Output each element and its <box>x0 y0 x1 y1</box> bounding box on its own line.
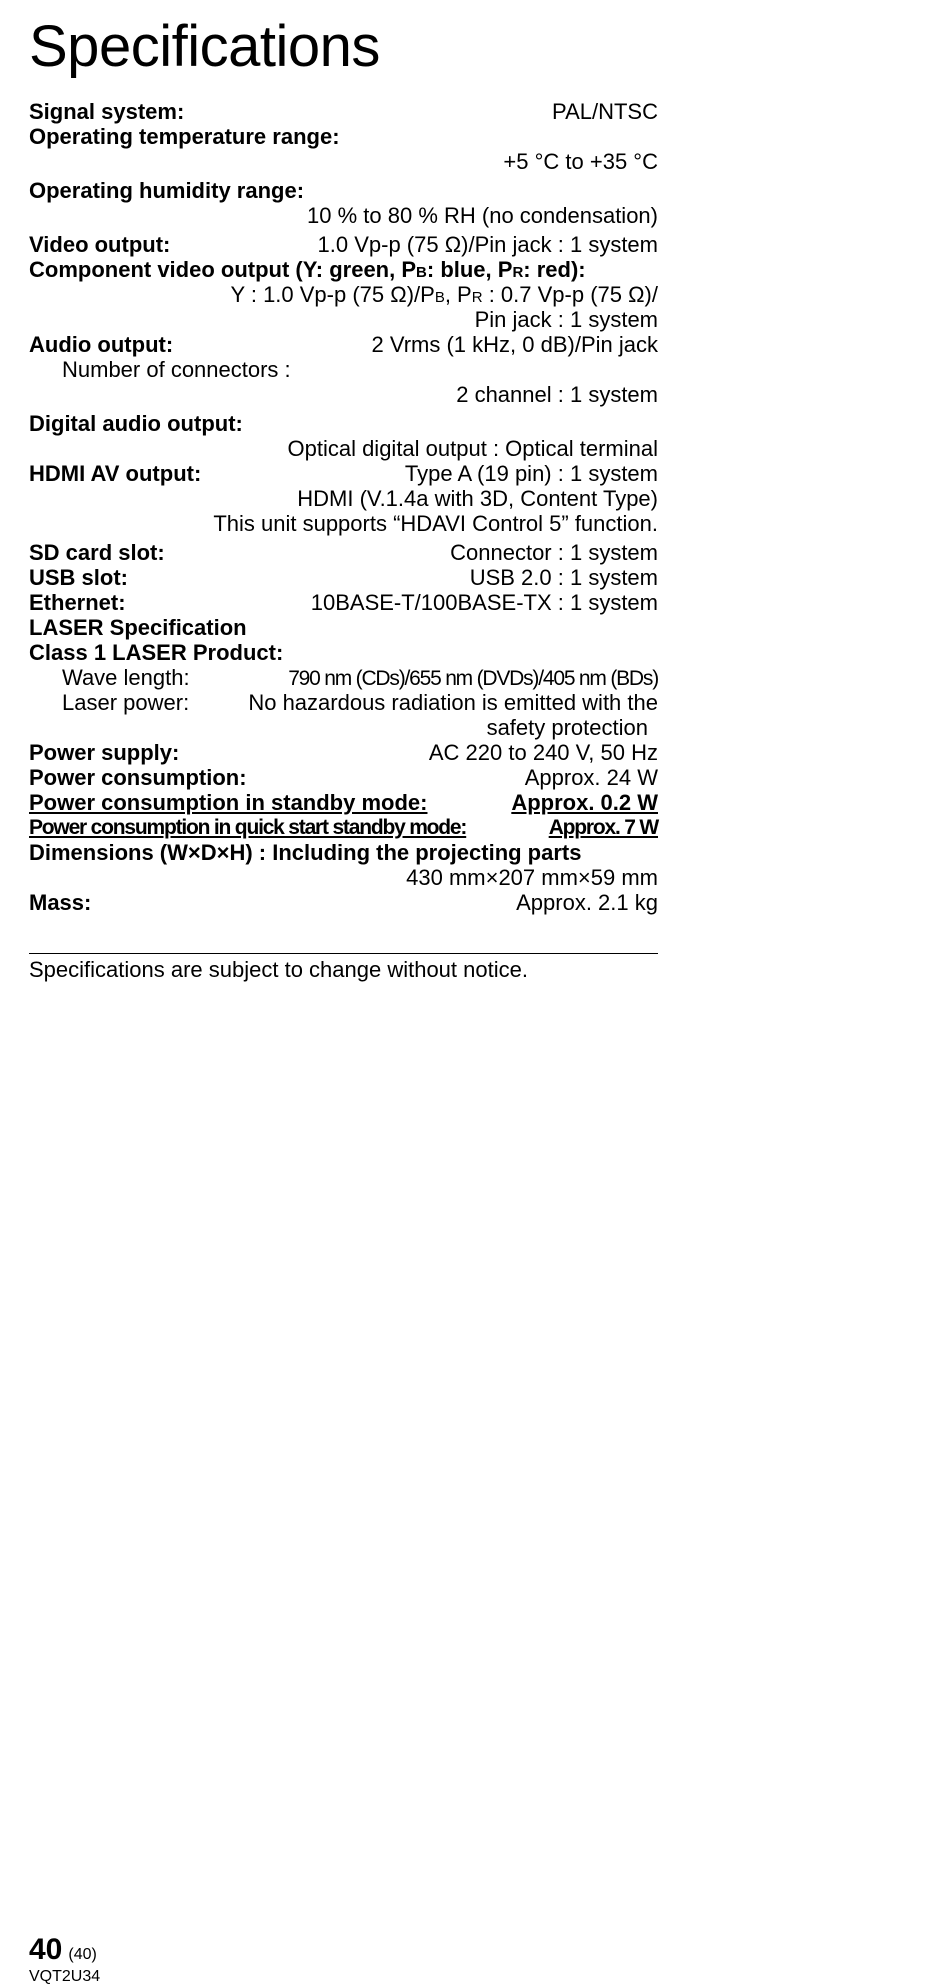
spec-op-temp-label: Operating temperature range: <box>29 124 340 149</box>
spec-value: Approx. 24 W <box>524 765 658 790</box>
spec-laser-class: Class 1 LASER Product: <box>29 640 284 665</box>
spec-laser-heading: LASER Specification <box>29 615 247 640</box>
spec-value: Approx. 0.2 W <box>511 790 658 815</box>
spec-ethernet <box>29 590 658 615</box>
spec-label: Video output: <box>29 232 171 257</box>
spec-label: Audio output: <box>29 332 174 357</box>
page-title: Specifications <box>29 14 380 79</box>
spec-digital-audio-value: Optical digital output : Optical terminal <box>287 436 658 461</box>
spec-value: 10BASE-T/100BASE-TX : 1 system <box>310 590 658 615</box>
spec-value: Approx. 7 W <box>548 816 658 839</box>
specs-list <box>29 99 658 915</box>
spec-value: 2 Vrms (1 kHz, 0 dB)/Pin jack <box>371 332 658 357</box>
page-number-line <box>29 1934 100 1966</box>
spec-laser-wave <box>29 665 658 690</box>
spec-usb <box>29 565 658 590</box>
spec-label: Laser power: <box>62 690 190 715</box>
spec-component-label: Component video output (Y: green, PB: blue, PR: red): <box>29 257 586 282</box>
spec-op-temp-value: +5 °C to +35 °C <box>503 149 658 174</box>
spec-value: USB 2.0 : 1 system <box>469 565 658 590</box>
spec-value: PAL/NTSC <box>552 99 658 124</box>
spec-value: Connector : 1 system <box>450 540 658 565</box>
spec-laser-power <box>29 690 658 715</box>
spec-label: Power supply: <box>29 740 180 765</box>
spec-hdmi-value-2: HDMI (V.1.4a with 3D, Content Type) <box>297 486 658 511</box>
spec-label: Power consumption: <box>29 765 247 790</box>
spec-laser-power-value-2: safety protection <box>486 715 648 740</box>
spec-label: Mass: <box>29 890 92 915</box>
spec-audio-connectors-label: Number of connectors : <box>62 357 291 382</box>
page-number-paren: (40) <box>68 1946 97 1963</box>
spec-signal-system <box>29 99 658 124</box>
spec-label: Power consumption in quick start standby mode: <box>29 816 467 839</box>
spec-audio-connectors-value: 2 channel : 1 system <box>456 382 658 407</box>
spec-hdmi-value-3: This unit supports “HDAVI Control 5” function. <box>213 511 658 536</box>
spec-label: SD card slot: <box>29 540 165 565</box>
spec-value: 1.0 Vp-p (75 Ω)/Pin jack : 1 system <box>317 232 658 257</box>
page-footer <box>29 1934 100 1986</box>
spec-value: AC 220 to 240 V, 50 Hz <box>428 740 658 765</box>
spec-op-humidity-label: Operating humidity range: <box>29 178 305 203</box>
spec-label: Power consumption in standby mode: <box>29 790 428 815</box>
spec-sd-card <box>29 540 658 565</box>
spec-hdmi <box>29 461 658 486</box>
spec-power-supply <box>29 740 658 765</box>
spec-dimensions-label: Dimensions (W×D×H) : Including the projecting parts <box>29 840 582 865</box>
spec-value: Approx. 2.1 kg <box>516 890 658 915</box>
spec-digital-audio-label: Digital audio output: <box>29 411 243 436</box>
spec-component-value-2: Pin jack : 1 system <box>474 307 658 332</box>
spec-value: Type A (19 pin) : 1 system <box>404 461 658 486</box>
spec-value: 790 nm (CDs)/655 nm (DVDs)/405 nm (BDs) <box>288 667 658 690</box>
spec-audio-output <box>29 332 658 357</box>
spec-standby <box>29 790 658 815</box>
spec-quick-standby <box>29 815 658 840</box>
spec-dimensions-value: 430 mm×207 mm×59 mm <box>406 865 658 890</box>
page-number: 40 <box>29 1933 63 1966</box>
notice-text: Specifications are subject to change without notice. <box>29 957 528 982</box>
spec-op-humidity-value: 10 % to 80 % RH (no condensation) <box>307 203 658 228</box>
spec-power-consumption <box>29 765 658 790</box>
spec-label: USB slot: <box>29 565 128 590</box>
spec-label: Ethernet: <box>29 590 126 615</box>
document-code: VQT2U34 <box>29 1968 101 1985</box>
spec-mass <box>29 890 658 915</box>
spec-label: Signal system: <box>29 99 185 124</box>
divider <box>29 953 658 954</box>
spec-value: No hazardous radiation is emitted with the <box>248 690 658 715</box>
spec-component-value-1: Y : 1.0 Vp-p (75 Ω)/PB, PR : 0.7 Vp-p (75 Ω)/ <box>230 282 658 307</box>
spec-video-output <box>29 232 658 257</box>
spec-label: HDMI AV output: <box>29 461 202 486</box>
spec-label: Wave length: <box>62 665 190 690</box>
